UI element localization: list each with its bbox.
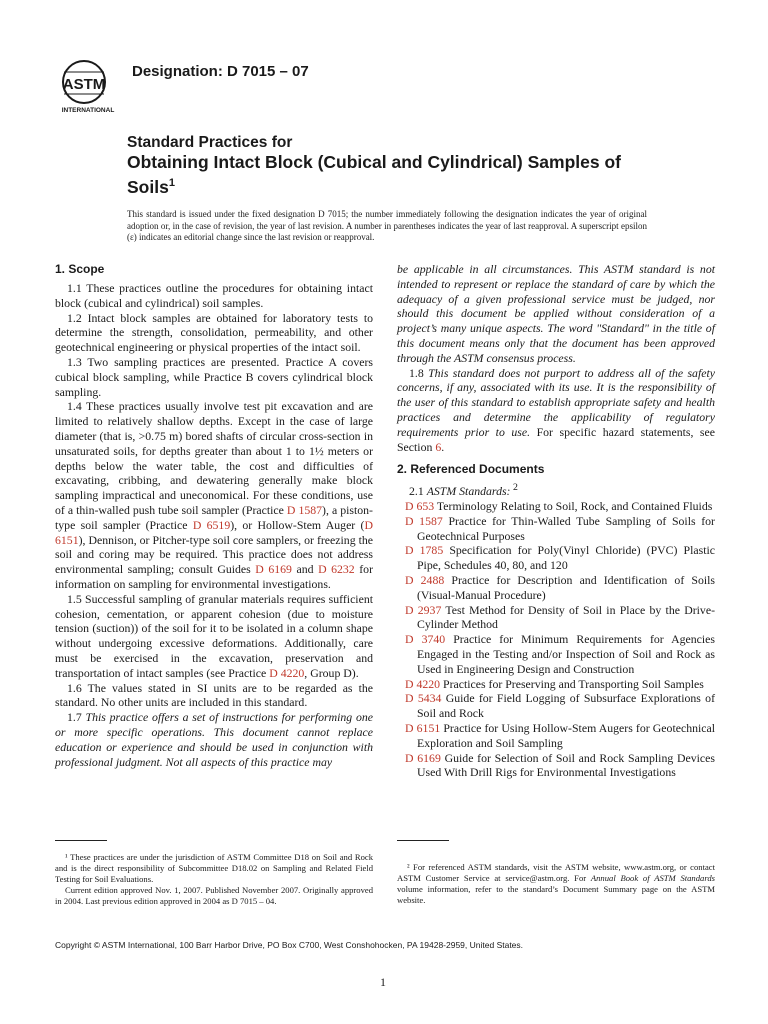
para-1-8-tail: For specific hazard statements, see Section	[397, 424, 715, 454]
reference-item	[397, 514, 715, 544]
para-1-7-continued: be applicable in all circumstances. This ASTM standard is not intended to represent or replace the standard of care by which the adequacy of a given professional service must be judged, nor should this document be applied without consideration of a project’s many unique aspects. The word "Standard" in the title of this document means only that the document has been approved through the ASTM consensus process.	[397, 262, 715, 365]
subsection-title: ASTM Standards:	[426, 484, 511, 499]
para-1-4-text-d: ), Dennison, or Pitcher-type soil core samplers, or freezing the soil and coring may be required. This practice does not address environmental sampling; consult Guides	[55, 532, 373, 577]
section-heading-scope: 1. Scope	[55, 262, 105, 276]
ref-link-d6151[interactable]: D 6151	[55, 517, 373, 547]
reference-title: Terminology Relating to Soil, Rock, and Contained Fluids	[434, 499, 713, 514]
svg-text:INTERNATIONAL: INTERNATIONAL	[61, 107, 115, 114]
reference-title: Practice for Description and Identification of Soils (Visual-Manual Procedure)	[417, 573, 715, 602]
para-1-8	[397, 366, 715, 455]
para-1-4-text-b: ), a piston-type soil sampler (Practice	[55, 502, 373, 532]
page-number: 1	[380, 975, 386, 989]
footnote-1: ¹ These practices are under the jurisdiction of ASTM Committee D18 on Soil and Rock and is the direct responsibility of Subcommittee D18.02 on Sampling and Related Field Testing for Soil Evaluations.	[55, 852, 373, 884]
reference-code-link[interactable]: D 3740	[405, 632, 446, 647]
footnote-rule-left	[55, 840, 107, 841]
ref-link-d6169[interactable]: D 6169	[255, 562, 292, 577]
para-1-3: 1.3 Two sampling practices are presented. Practice A covers cubical block sampling, while Practice B covers cylindrical block sampling.	[55, 354, 373, 399]
reference-item	[397, 573, 715, 603]
document-title-text: Obtaining Intact Block (Cubical and Cylindrical) Samples of Soils	[127, 152, 621, 197]
ref-link-section-6[interactable]: 6	[435, 439, 442, 454]
reference-item	[397, 721, 715, 751]
reference-code-link[interactable]: D 6151	[405, 721, 441, 736]
para-1-5-text-a: 1.5 Successful sampling of granular materials requires sufficient cohesion, cementation, or apparent cohesion (due to moisture tension (suction)) of the soil for it to be isolated in a column shape without undergoing excessive deformations. Additionally, care must be exercised in the excavation, preservation and transportation of intact samples (see Practice	[55, 591, 373, 680]
left-column	[55, 262, 373, 769]
right-column	[397, 262, 715, 780]
para-1-2: 1.2 Intact block samples are obtained for laboratory tests to determine the strength, consolidation, permeability, and other geotechnical engineering or physical properties of the intact soil.	[55, 310, 373, 355]
reference-title: Guide for Selection of Soil and Rock Sampling Devices Used With Drill Rigs for Environmental Investigations	[417, 750, 715, 780]
footnote-left	[55, 852, 373, 907]
para-1-4	[55, 399, 373, 591]
para-1-4-text-f: for information on sampling for environmental investigations.	[55, 562, 374, 591]
footnote-rule-right	[397, 840, 449, 841]
reference-item	[397, 632, 715, 676]
issue-note: This standard is issued under the fixed designation D 7015; the number immediately following the designation indicates the year of original adoption or, in the case of revision, the year of last revision. A number in parentheses indicates the year of last reapproval. A superscript epsilon (ε) indicates an editorial change since the last revision or reapproval.	[127, 209, 647, 242]
designation: Designation: D 7015 – 07	[132, 63, 309, 80]
ref-link-d1587[interactable]: D 1587	[286, 502, 323, 517]
copyright-line: Copyright © ASTM International, 100 Barr Harbor Drive, PO Box C700, West Conshohocken, PA 19428-2959, United States.	[55, 940, 524, 950]
para-1-8-number: 1.8	[409, 365, 429, 380]
para-1-7	[55, 710, 373, 769]
footnote-right	[397, 862, 715, 906]
subsection-astm-standards	[397, 481, 715, 499]
reference-title: Practice for Thin-Walled Tube Sampling of Soils for Geotechnical Purposes	[417, 513, 715, 543]
reference-item	[397, 691, 715, 721]
ref-link-d6232[interactable]: D 6232	[318, 562, 355, 577]
reference-list	[397, 499, 715, 780]
title-prefix: Standard Practices for	[127, 134, 293, 151]
reference-code-link[interactable]: D 2488	[405, 573, 445, 588]
ref-link-d6519[interactable]: D 6519	[192, 517, 231, 532]
para-1-7-text: This practice offers a set of instructions for performing one or more specific operations. This document cannot replace education or experience and should be used in conjunction with professional judgment. Not all aspects of this practice may	[55, 710, 373, 769]
section-heading-referenced-documents: 2. Referenced Documents	[397, 462, 545, 477]
para-1-8-text: This standard does not purport to address all of the safety concerns, if any, associated with its use. It is the responsibility of the user of this standard to establish appropriate safety and health practices and determine the applicability of regulatory requirements prior to use.	[397, 365, 715, 439]
svg-text:ASTM: ASTM	[62, 76, 106, 93]
para-1-5	[55, 592, 373, 681]
reference-code-link[interactable]: D 4220	[405, 676, 441, 691]
reference-code-link[interactable]: D 1785	[405, 543, 444, 558]
reference-title: Practice for Using Hollow-Stem Augers for Geotechnical Exploration and Soil Sampling	[417, 721, 716, 750]
reference-title: Specification for Poly(Vinyl Chloride) (PVC) Plastic Pipe, Schedules 40, 80, and 120	[417, 543, 716, 573]
reference-title: Practices for Preserving and Transporting Soil Samples	[440, 676, 704, 691]
reference-title: Practice for Minimum Requirements for Agencies Engaged in the Testing and/or Inspection of Soil and Rock as Used in Engineering Design and Construction	[417, 632, 716, 676]
footnote-edition: Current edition approved Nov. 1, 2007. Published November 2007. Originally approved in 2004. Last previous edition approved in 2004 as D 7015 – 04.	[55, 885, 373, 906]
reference-item	[397, 499, 715, 514]
subsection-footnote-ref: 2	[510, 482, 518, 494]
para-1-4-text-c: ), or Hollow-Stem Auger (	[230, 517, 365, 532]
reference-title: Guide for Field Logging of Subsurface Explorations of Soil and Rock	[417, 691, 715, 721]
reference-code-link[interactable]: D 6169	[405, 750, 441, 765]
para-1-7-number: 1.7	[67, 710, 86, 725]
para-1-5-text-b: , Group D).	[304, 665, 359, 680]
para-1-4-text-e: and	[291, 562, 319, 577]
ref-link-d4220[interactable]: D 4220	[269, 665, 305, 680]
footnote-2-text-a: ² For referenced ASTM standards, visit the ASTM website, www.astm.org, or contact ASTM Customer Service at service@astm.org. For	[397, 862, 715, 883]
para-1-1: 1.1 These practices outline the procedures for obtaining intact block (cubical and cylindrical) soil samples.	[55, 281, 373, 310]
astm-logo	[58, 58, 122, 116]
subsection-number: 2.1	[409, 484, 427, 499]
reference-code-link[interactable]: D 653	[405, 499, 435, 514]
footnote-2-italic: Annual Book of ASTM Standards	[590, 873, 715, 883]
para-1-6: 1.6 The values stated in SI units are to be regarded as the standard. No other units are included in this standard.	[55, 680, 373, 710]
reference-code-link[interactable]: D 2937	[405, 602, 442, 617]
footnote-2-text-b: volume information, refer to the standard’s Document Summary page on the ASTM website.	[397, 884, 715, 905]
reference-item	[397, 751, 715, 781]
reference-item	[397, 677, 715, 692]
footnote-2	[397, 862, 715, 906]
para-1-4-text-a: 1.4 These practices usually involve test pit excavation and are limited to relatively shallow depths. Except in the case of large diameter (that is, >0.75 m) bored shafts of circular cross-section in unsaturated soils, for depths greater than about 1 to 1½ meters or depths below the water table, the cost and difficulties of excavating, cribbing, and dewatering generally make block sampling impractical and uneconomical. For these conditions, use of a thin-walled push tube soil sampler (Practice	[55, 399, 373, 517]
para-1-8-end: .	[441, 439, 445, 454]
reference-item	[397, 603, 715, 633]
title-footnote-ref: 1	[168, 177, 175, 189]
reference-item	[397, 543, 715, 573]
reference-code-link[interactable]: D 1587	[405, 513, 443, 528]
document-title	[127, 152, 647, 198]
reference-title: Test Method for Density of Soil in Place by the Drive-Cylinder Method	[417, 602, 715, 632]
reference-code-link[interactable]: D 5434	[405, 691, 442, 706]
